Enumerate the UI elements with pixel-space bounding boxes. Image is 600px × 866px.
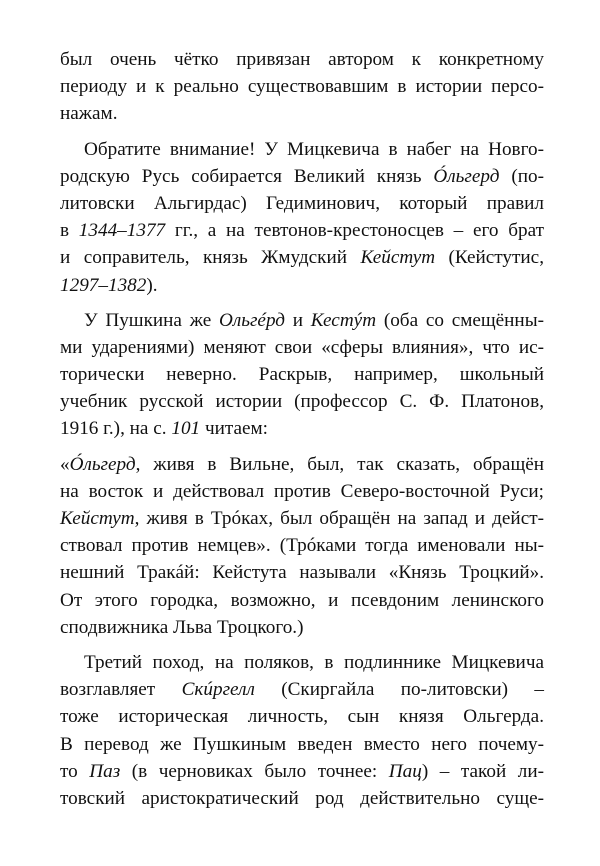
name-italic: Óльгерд bbox=[69, 453, 136, 475]
years-italic: 1297–1382 bbox=[60, 274, 147, 296]
name-italic: Кейстут bbox=[60, 508, 135, 529]
text-line: литовски Альгирдас) Гедиминович, который правил bbox=[60, 192, 544, 214]
text-line: торически неверно. Раскрыв, например, школьный bbox=[60, 364, 544, 386]
quote-line: сподвижника Льва Троцкого.) bbox=[60, 616, 304, 638]
quote-line: «Óльгерд, живя в Вильне, был, так сказать, обращён bbox=[60, 453, 544, 475]
text-line: ми ударениями) меняют свои «сферы влияния», что ис- bbox=[60, 336, 544, 358]
text-line: 1916 г.), на с. 101 читаем: bbox=[60, 418, 268, 440]
text-line: нажам. bbox=[60, 103, 118, 125]
quote-line: Кейстут, живя в Трóках, был обращён на запад и дейст- bbox=[60, 508, 544, 529]
page-number-italic: 101 bbox=[171, 418, 201, 440]
quote-line: ствовал против немцев». (Трóками тогда именовали ны- bbox=[60, 535, 544, 557]
name-italic: Скúргелл bbox=[181, 679, 255, 701]
text-line: В перевод же Пушкиным введен вместо него почему- bbox=[60, 733, 544, 755]
name-italic: Кестýт bbox=[310, 309, 377, 331]
years-italic: 1344–1377 bbox=[78, 220, 166, 242]
text-line: возглавляет Скúргелл (Скиргайла по-литовски) – bbox=[60, 679, 544, 701]
text-line: товский аристократический род действительно суще- bbox=[60, 787, 544, 809]
text-line: У Пушкина же Ольгéрд и Кестýт (оба со смещённы- bbox=[84, 309, 544, 331]
text-line: тоже историческая личность, сын князя Ольгерда. bbox=[60, 706, 544, 728]
text-line: то Паз (в черновиках было точнее: Пац) – такой ли- bbox=[60, 760, 545, 782]
text-line: Обратите внимание! У Мицкевича в набег на Новго- bbox=[84, 138, 544, 160]
quote-line: нешний Тракáй: Кейстута называли «Князь Троцкий». bbox=[60, 562, 544, 584]
quote-line: на восток и действовал против Северо-восточной Руси; bbox=[60, 480, 544, 502]
text-line: периоду и к реально существовавшим в истории персо- bbox=[60, 76, 544, 98]
text-line: был очень чётко привязан автором к конкретному bbox=[60, 49, 544, 70]
name-italic: Кейстут bbox=[360, 247, 436, 269]
text-line: родскую Русь собирается Великий князь Óльгерд (по- bbox=[60, 165, 544, 187]
text-line: учебник русской истории (профессор С. Ф. Платонов, bbox=[60, 391, 544, 413]
quote-line: От этого городка, возможно, и псевдоним ленинского bbox=[60, 589, 544, 611]
text-line: 1297–1382). bbox=[60, 274, 158, 296]
text-line: и соправитель, князь Жмудский Кейстут (Кейстутис, bbox=[60, 247, 544, 269]
name-italic: Паз bbox=[89, 760, 121, 782]
name-italic: Ольгéрд bbox=[218, 309, 285, 331]
name-italic: Óльгерд bbox=[433, 165, 500, 187]
book-page bbox=[60, 46, 544, 812]
text-line: Третий поход, на поляков, в подлиннике Мицкевича bbox=[84, 651, 544, 673]
text-line: в 1344–1377 гг., а на тевтонов-крестоносцев – его брат bbox=[60, 220, 544, 242]
name-italic: Пац bbox=[388, 760, 422, 782]
